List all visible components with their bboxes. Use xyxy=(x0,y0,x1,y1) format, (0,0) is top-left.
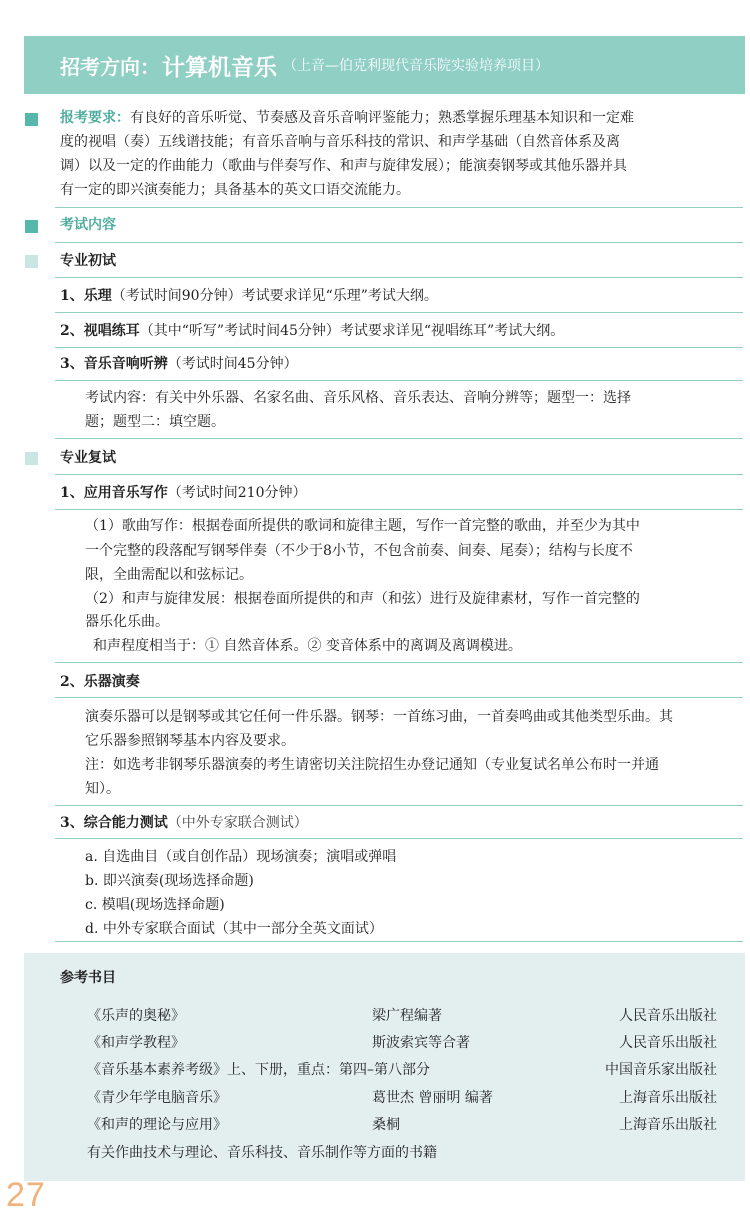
item-detail: （其中“听写”考试时间45分钟）考试要求详见“视唱练耳”考试大纲。 xyxy=(139,323,565,339)
prelim-item-3-body-1: 考试内容：有关中外乐器、名家名曲、音乐风格、音乐表达、音响分辨等；题型一：选择 xyxy=(85,390,631,406)
divider xyxy=(55,380,743,381)
item-detail: （中外专家联合测试） xyxy=(167,815,308,831)
retest-item-3-d: d. 中外专家联合面试（其中一部分全英文面试） xyxy=(85,921,383,937)
item-title: 1、乐理 xyxy=(60,288,112,304)
requirements-text: 有良好的音乐听觉、节奏感及音乐音响评鉴能力；熟悉掌握乐理基本知识和一定难 xyxy=(130,110,634,126)
retest-item-1-body-4: （2）和声与旋律发展：根据卷面所提供的和声（和弦）进行及旋律素材，写作一首完整的 xyxy=(85,591,640,607)
divider xyxy=(55,242,743,243)
retest-item-2-body-1: 演奏乐器可以是钢琴或其它任何一件乐器。钢琴：一首练习曲，一首奏鸣曲或其他类型乐曲。其 xyxy=(85,709,673,725)
retest-item-3-a: a. 自选曲目（或自创作品）现场演奏；演唱或弹唱 xyxy=(85,849,397,865)
section-marker-icon xyxy=(25,113,38,126)
divider xyxy=(55,277,743,278)
reference-publisher: 中国音乐家出版社 xyxy=(605,1062,717,1078)
subsection-marker-icon xyxy=(25,452,38,465)
reference-row xyxy=(87,1060,717,1080)
requirements-line-4: 有一定的即兴演奏能力；具备基本的英文口语交流能力。 xyxy=(60,182,410,198)
divider xyxy=(55,697,743,698)
reference-row xyxy=(87,1033,717,1053)
header-label: 招考方向： xyxy=(60,54,160,79)
retest-item-1-body-3: 限，全曲需配以和弦标记。 xyxy=(85,567,253,583)
prelim-item-3-body-2: 题；题型二：填空题。 xyxy=(85,414,225,430)
item-detail: （考试时间210分钟） xyxy=(167,485,307,501)
item-title: 1、应用音乐写作 xyxy=(60,485,168,501)
retest-item-1-body-2: 一个完整的段落配写钢琴伴奏（不少于8小节，不包含前奏、间奏、尾奏）；结构与长度不 xyxy=(85,543,633,559)
retest-item-1-body-5: 器乐化乐曲。 xyxy=(85,614,169,630)
header-band xyxy=(24,36,745,94)
reference-author: 葛世杰 曾丽明 编著 xyxy=(372,1090,493,1106)
reference-book: 《青少年学电脑音乐》 xyxy=(87,1090,227,1106)
item-detail: （考试时间45分钟） xyxy=(167,356,298,372)
reference-row xyxy=(87,1088,717,1108)
page-subtitle: （上音—伯克利现代音乐院实验培养项目） xyxy=(283,58,549,74)
divider xyxy=(55,347,743,348)
divider xyxy=(55,474,743,475)
reference-publisher: 人民音乐出版社 xyxy=(619,1008,717,1024)
retest-item-2-body-4: 知）。 xyxy=(85,781,120,797)
requirements-line-3: 调）以及一定的作曲能力（歌曲与伴奏写作、和声与旋律发展）；能演奏钢琴或其他乐器并具 xyxy=(60,158,627,174)
item-title: 2、视唱练耳 xyxy=(60,323,140,339)
item-title: 3、音乐音响听辨 xyxy=(60,356,168,372)
reference-book: 《和声学教程》 xyxy=(87,1035,185,1051)
retest-item-1-body-6: 和声程度相当于：① 自然音体系。② 变音体系中的离调及离调模进。 xyxy=(93,638,522,654)
retest-item-2-title: 2、乐器演奏 xyxy=(60,674,140,690)
requirements-line-2: 度的视唱（奏）五线谱技能；有音乐音响与音乐科技的常识、和声学基础（自然音体系及离 xyxy=(60,134,620,150)
requirements-label: 报考要求： xyxy=(60,110,130,126)
divider xyxy=(55,662,743,663)
reference-publisher: 上海音乐出版社 xyxy=(619,1090,717,1106)
divider xyxy=(55,838,743,839)
divider xyxy=(55,312,743,313)
reference-book: 《乐声的奥秘》 xyxy=(87,1008,185,1024)
exam-heading: 考试内容 xyxy=(60,217,116,233)
subsection-marker-icon xyxy=(25,255,38,268)
retest-item-3-b: b. 即兴演奏(现场选择命题) xyxy=(85,873,254,889)
prelim-item-1 xyxy=(60,284,730,308)
page-title: 计算机音乐 xyxy=(162,53,277,81)
retest-item-2-body-3: 注：如选考非钢琴乐器演奏的考生请密切关注院招生办登记通知（专业复试名单公布时一并通 xyxy=(85,757,659,773)
requirements-line-1 xyxy=(60,106,730,130)
retest-item-3 xyxy=(60,811,730,835)
retest-item-2-body-2: 它乐器参照钢琴基本内容及要求。 xyxy=(85,733,295,749)
divider xyxy=(55,438,743,439)
divider xyxy=(55,941,743,942)
reference-row xyxy=(87,1006,717,1026)
reference-publisher: 人民音乐出版社 xyxy=(619,1035,717,1051)
divider xyxy=(55,207,743,208)
item-title: 3、综合能力测试 xyxy=(60,815,168,831)
references-footer xyxy=(87,1143,717,1163)
divider xyxy=(55,509,743,510)
reference-publisher: 上海音乐出版社 xyxy=(619,1117,717,1133)
prelim-item-2 xyxy=(60,319,730,343)
reference-book: 《音乐基本素养考级》上、下册，重点：第四–第八部分 xyxy=(87,1062,430,1078)
prelim-item-3 xyxy=(60,352,730,376)
reference-author: 梁广程编著 xyxy=(372,1008,442,1024)
prelim-heading: 专业初试 xyxy=(60,253,116,269)
reference-author: 桑桐 xyxy=(372,1117,400,1133)
references-heading: 参考书目 xyxy=(60,970,116,986)
divider xyxy=(55,805,743,806)
page-number: 27 xyxy=(6,1176,46,1214)
reference-row xyxy=(87,1115,717,1135)
section-marker-icon xyxy=(25,220,38,233)
reference-author: 斯波索宾等合著 xyxy=(372,1035,470,1051)
item-detail: （考试时间90分钟）考试要求详见“乐理”考试大纲。 xyxy=(111,288,438,304)
retest-item-1-body-1: （1）歌曲写作：根据卷面所提供的歌词和旋律主题，写作一首完整的歌曲，并至少为其中 xyxy=(85,518,640,534)
references-footer-text: 有关作曲技术与理论、音乐科技、音乐制作等方面的书籍 xyxy=(87,1145,437,1161)
reference-book: 《和声的理论与应用》 xyxy=(87,1117,227,1133)
retest-heading: 专业复试 xyxy=(60,450,116,466)
retest-item-3-c: c. 模唱(现场选择命题) xyxy=(85,897,225,913)
retest-item-1 xyxy=(60,481,730,505)
